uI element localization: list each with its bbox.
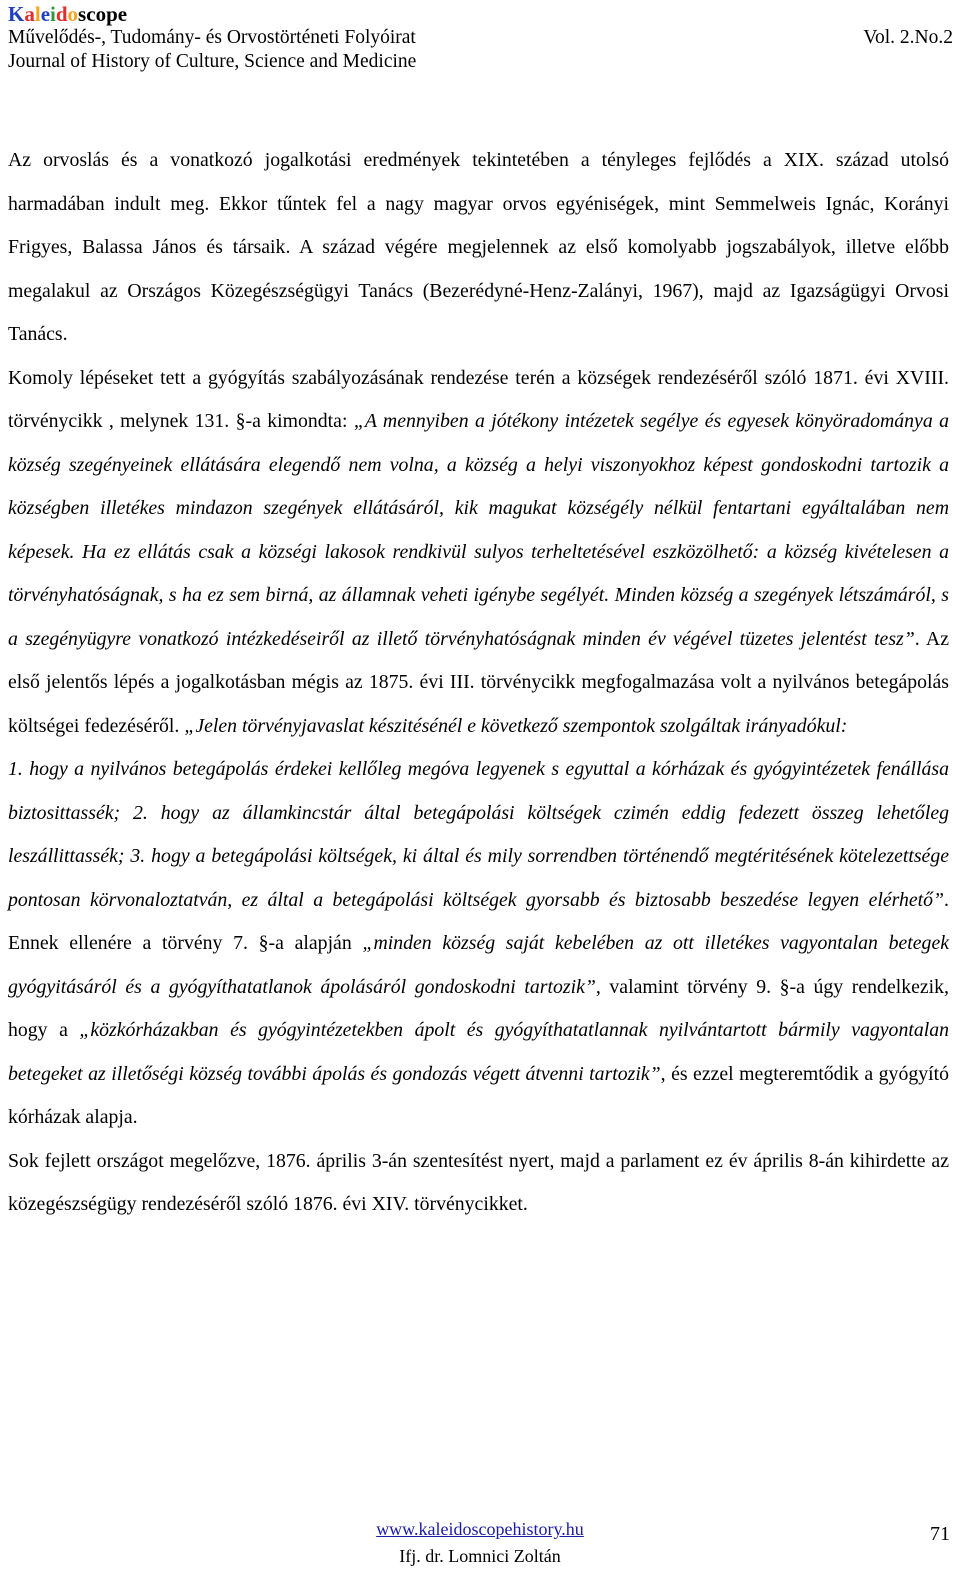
quoted-text: „Jelen törvényjavaslat készitésénél e következő szempontok szolgáltak irányadókul: <box>184 714 848 737</box>
footer-author: Ifj. dr. Lomnici Zoltán <box>399 1546 561 1566</box>
footer-website-link[interactable]: www.kaleidoscopehistory.hu <box>376 1519 584 1539</box>
paragraph <box>8 748 949 1140</box>
volume-label: Vol. 2.No.2 <box>863 27 953 48</box>
paragraph <box>8 357 949 749</box>
logo-letter: e <box>40 2 51 26</box>
logo-letter: K <box>8 2 25 26</box>
journal-header <box>8 2 953 74</box>
journal-title-english: Journal of History of Culture, Science and Medicine <box>8 51 417 72</box>
body-text: , és ezzel megteremtődik a gyógyító kórházak alapja. <box>8 1062 950 1128</box>
quoted-text: „közkórházakban és gyógyintézetekben ápolt és gyógyíthatatlannak nyilvántartott bármily vagyontalan betegeket az illetőségi község további ápolás és gondozás végett átvenni tartozik” <box>8 1019 950 1085</box>
logo-letter: d <box>55 2 68 26</box>
body-text: . Az első jelentős lépés a jogalkotásban mégis az 1875. évi III. törvénycikk megfogalmazása volt a nyilvános betegápolás költségei fedezéséről. <box>8 627 949 737</box>
logo-letter: o <box>95 2 107 26</box>
logo-letter: i <box>50 2 56 26</box>
logo-letter: e <box>117 2 128 26</box>
page-number: 71 <box>930 1523 950 1545</box>
quoted-text: 1. hogy a nyilvános betegápolás érdekei kellőleg megóva legyenek s egyuttal a kórházak és gyógyintézetek fenállása biztosittassék; 2. hogy az államkincstár által betegápolási költségek czimén eddig fedezett összeg lehetőleg leszállittassék; 3. hogy a betegápolási költségek, ki által és mily sorrendben történendő megtéritésének kötelezettsége pontosan körvonaloztatván, ez által a betegápolási költségek gyorsabb és biztosabb beszedése legyen elérhető” <box>8 758 949 911</box>
logo-letter: l <box>34 2 41 26</box>
body-text: Az orvoslás és a vonatkozó jogalkotási eredmények tekintetében a tényleges fejlődés a XIX. század utolsó harmadában indult meg. Ekkor tűntek fel a nagy magyar orvos egyéniségek, mint Semmelweis Ignác, Korányi Frigyes, Balassa János és társaik. A század végére megjelennek az első komolyabb jogszabályok, illetve előbb megalakul az Országos Közegészségügyi Tanács (Bezerédyné-Henz-Zalányi, 1967), majd az Igazságügyi Orvosi Tanács. <box>8 149 949 345</box>
logo-letter: s <box>78 2 87 26</box>
journal-title-hungarian: Művelődés-, Tudomány- és Orvostörténeti Folyóirat Vol. 2.No.2 <box>8 27 953 48</box>
paragraph <box>8 139 949 357</box>
quoted-text: „A mennyiben a jótékony intézetek segélye és egyesek könyöradománya a község szegényeinek ellátására elegendő nem volna, a község a helyi viszonyokhoz képest gondoskodni tartozik a községben illetékes mindazon szegények ellátásáról, kik magukat községély nélkül fentartani egyáltalában nem képesek. Ha ez ellátás csak a községi lakosok rendkivül sulyos terheltetésével eszközölhető: a község kivételesen a törvényhatóságnak, s ha ez sem birná, az államnak veheti igénybe segélyét. Minden község a szegények létszámáról, s a szegényügyre vonatkozó intézkedéseiről az illető törvényhatóságnak minden év végével tüzetes jelentést tesz” <box>8 410 949 650</box>
logo-letter: o <box>67 2 79 26</box>
body-text: , valamint törvény 9. §-a úgy rendelkezik, hogy a <box>8 975 949 1041</box>
logo-letter: a <box>24 2 35 26</box>
article-body <box>8 139 949 1227</box>
body-text: . Ennek ellenére a törvény 7. §-a alapján <box>8 888 949 954</box>
paragraph <box>8 1140 949 1227</box>
quoted-text: „minden község saját kebelében az ott illetékes vagyontalan betegek gyógyitásáról és a gyógyíthatatlanok ápolásáról gondoskodni tartozik” <box>8 932 949 998</box>
body-text: Komoly lépéseket tett a gyógyítás szabályozásának rendezése terén a községek rendezéséről szóló 1871. évi XVIII. törvénycikk , melynek 131. §-a kimondta: <box>8 366 949 432</box>
logo-letter: p <box>106 2 118 26</box>
journal-logo <box>8 2 953 26</box>
logo-letter: c <box>86 2 96 26</box>
body-text: Sok fejlett országot megelőzve, 1876. április 3-án szentesítést nyert, majd a parlament ez év április 8-án kihirdette az közegészségügy rendezéséről szóló 1876. évi XIV. törvénycikket. <box>8 1149 949 1215</box>
